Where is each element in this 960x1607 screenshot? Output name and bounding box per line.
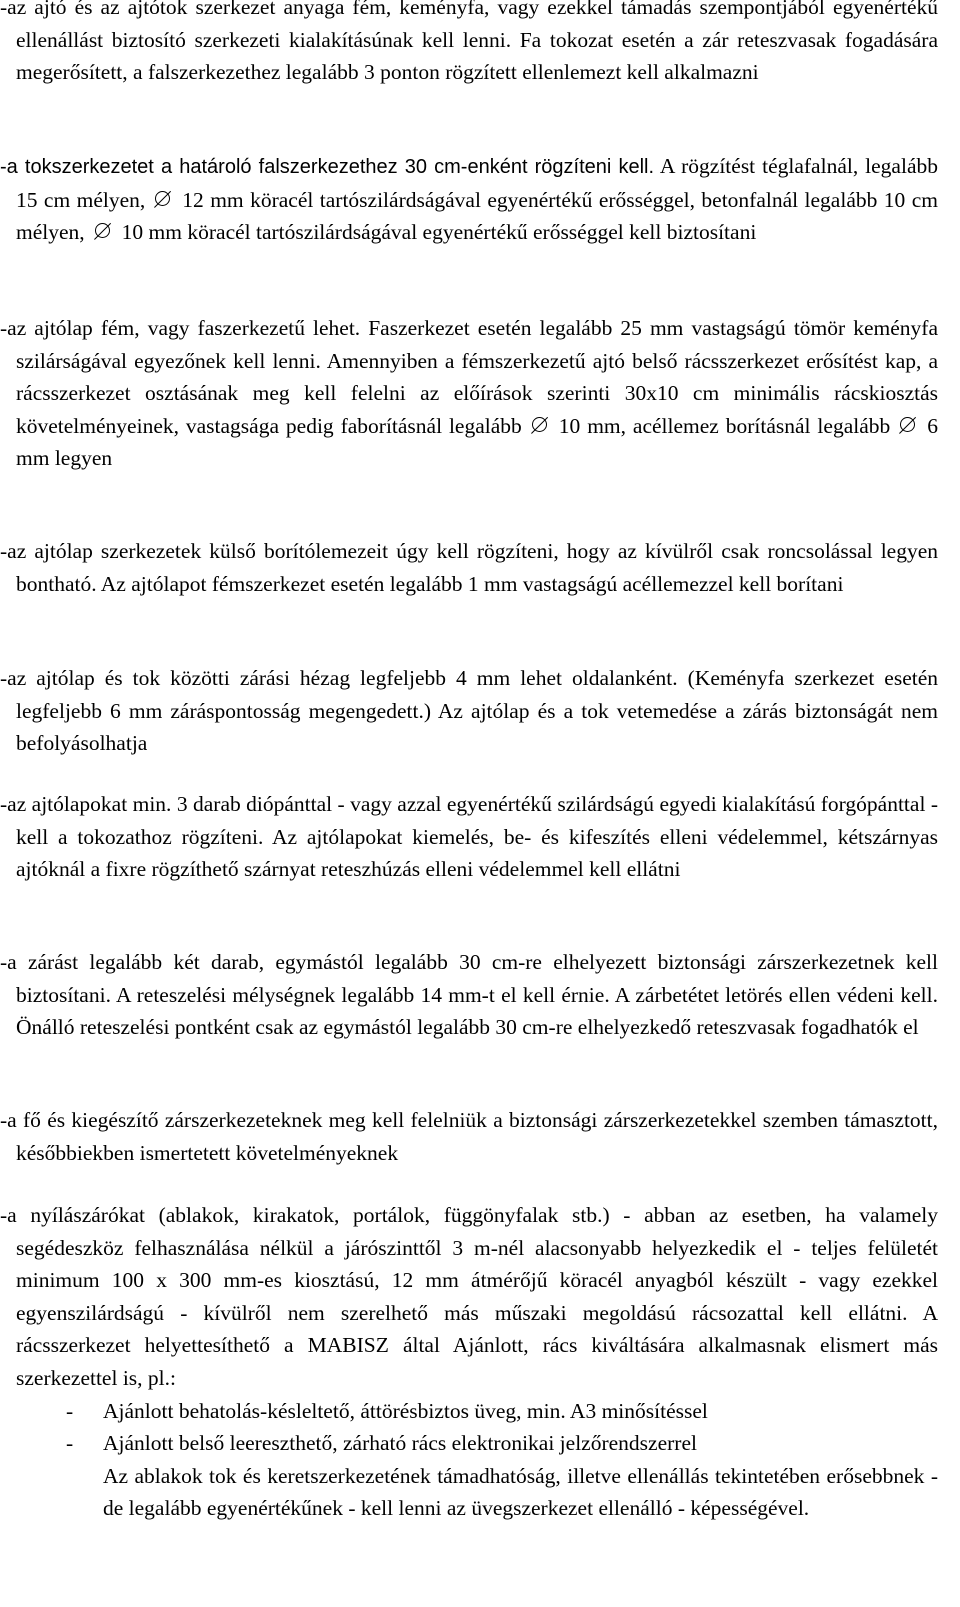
diameter-icon <box>898 415 919 436</box>
paragraph-door-leaf-text-b: 10 mm, acéllemez borításnál legalább <box>558 413 891 438</box>
paragraph-windows-tail: Az ablakok tok és keretszerkezetének támadhatóság, illetve ellenállás tekintetében erősebbnek - de legalább egyenértékűnek - kell lenni az üvegszerkezet ellenálló - képességével. <box>103 1463 938 1521</box>
paragraph-windows <box>0 1199 938 1525</box>
list-dash: - <box>66 1431 74 1456</box>
paragraph-lock-requirements: -a fő és kiegészítő zárszerkezeteknek meg kell felelniük a biztonsági zárszerkezetekkel szemben támasztott, későbbiekben ismertetett követelményeknek <box>0 1108 938 1165</box>
paragraph-frame-fixing <box>0 150 938 249</box>
paragraph-door-leaf-text-c: 6 mm legyen <box>16 413 939 471</box>
paragraph-locking: -a zárást legalább két darab, egymástól legalább 30 cm-re elhelyezett biztonsági zárszerkezetnek kell biztosítani. A reteszelési mélységnek legalább 14 mm-t el kell érnie. A zárbetétet letörés ellen védeni kell. Önálló reteszelési pontként csak az egymástól legalább 30 cm-re elhelyezkedő reteszvasak fogadhatók el <box>0 950 938 1040</box>
list-item <box>66 1395 938 1428</box>
paragraph-windows-text: -a nyílászárókat (ablakok, kirakatok, portálok, függönyfalak stb.) - abban az esetben, ha valamely segédeszköz felhasználása nélkül a járószinttől 3 m-nél alacsonyabb helyezkedik el - teljes felületét minimum 100 x 300 mm-es kiosztású, 12 mm átmérőjű köracél anyagból készült - vagy ezekkel egyenszilárdságú - kívülről nem szerelhető más műszaki megoldású rácsozattal kell ellátni. A rácsszerkezet helyettesíthető a MABISZ által Ajánlott, rács kiváltására alkalmasnak elismert más szerkezettel is, pl.: <box>0 1203 938 1390</box>
diameter-icon <box>93 221 114 242</box>
paragraph-closing-gap: -az ajtólap és tok közötti zárási hézag legfeljebb 4 mm lehet oldalanként. (Keményfa szerkezet esetén legfeljebb 6 mm záráspontosság megengedett.) Az ajtólap és a tok vetemedése a zárás biztonságát nem befolyásolhatja <box>0 666 938 756</box>
diameter-icon <box>530 415 551 436</box>
paragraph-frame-fixing-text-c: 10 mm köracél tartószilárdságával egyenértékű erősséggel kell biztosítani <box>121 220 757 245</box>
paragraph-door-leaf-text-a: -az ajtólap fém, vagy faszerkezetű lehet. Faszerkezet esetén legalább 25 mm vastagságú tömör keményfa szilárságával egyezőnek kell lenni. Amennyiben a fémszerkezetű ajtó belső rácsszerkezet erősítést kap, a rácsszerkezet osztásának meg kell felelni az előírások szerinti 30x10 cm minimális rácskiosztás követelményeinek, vastagsága pedig faborításnál legalább <box>0 316 938 438</box>
paragraph-frame-fixing-text-a: A rögzítést téglafalnál, legalább 15 cm mélyen, <box>16 154 938 212</box>
diameter-icon <box>153 189 174 210</box>
list-item-text: Ajánlott behatolás-késleltető, áttörésbiztos üveg, min. A3 minősítéssel <box>103 1398 708 1423</box>
paragraph-door-leaf <box>0 312 938 475</box>
paragraph-frame-fixing-text-b: 12 mm köracél tartószilárdságával egyenértékű erősséggel, betonfalnál legalább 10 cm mélyen, <box>16 187 938 245</box>
alternatives-list <box>0 1395 938 1525</box>
paragraph-frame-fixing-lead: -a tokszerkezetet a határoló falszerkezethez 30 cm-enként rögzíteni kell. <box>0 156 655 178</box>
list-item <box>66 1427 938 1460</box>
paragraph-cover-plates: -az ajtólap szerkezetek külső borítólemezeit úgy kell rögzíteni, hogy az kívülről csak roncsolással legyen bontható. Az ajtólapot fémszerkezet esetén legalább 1 mm vastagságú acéllemezzel kell borítani <box>0 539 938 596</box>
paragraph-door-material: -az ajtó és az ajtótok szerkezet anyaga fém, keményfa, vagy ezekkel támadás szempontjából egyenértékű ellenállást biztosító szerkezeti kialakításúnak kell lenni. Fa tokozat esetén a zár reteszvasak fogadására megerősített, a falszerkezethez legalább 3 ponton rögzített ellenlemezt kell alkalmazni <box>0 0 938 85</box>
paragraph-hinges: -az ajtólapokat min. 3 darab diópánttal - vagy azzal egyenértékű szilárdságú egyedi kialakítású forgópánttal - kell a tokozathoz rögzíteni. Az ajtólapokat kiemelés, be- és kifeszítés elleni védelemmel, kétszárnyas ajtóknál a fixre rögzíthető szárnyat reteszhúzás elleni védelemmel kell ellátni <box>0 792 938 882</box>
list-dash: - <box>66 1398 74 1423</box>
list-item-text: Ajánlott belső leereszthető, zárható rács elektronikai jelzőrendszerrel <box>103 1431 697 1456</box>
